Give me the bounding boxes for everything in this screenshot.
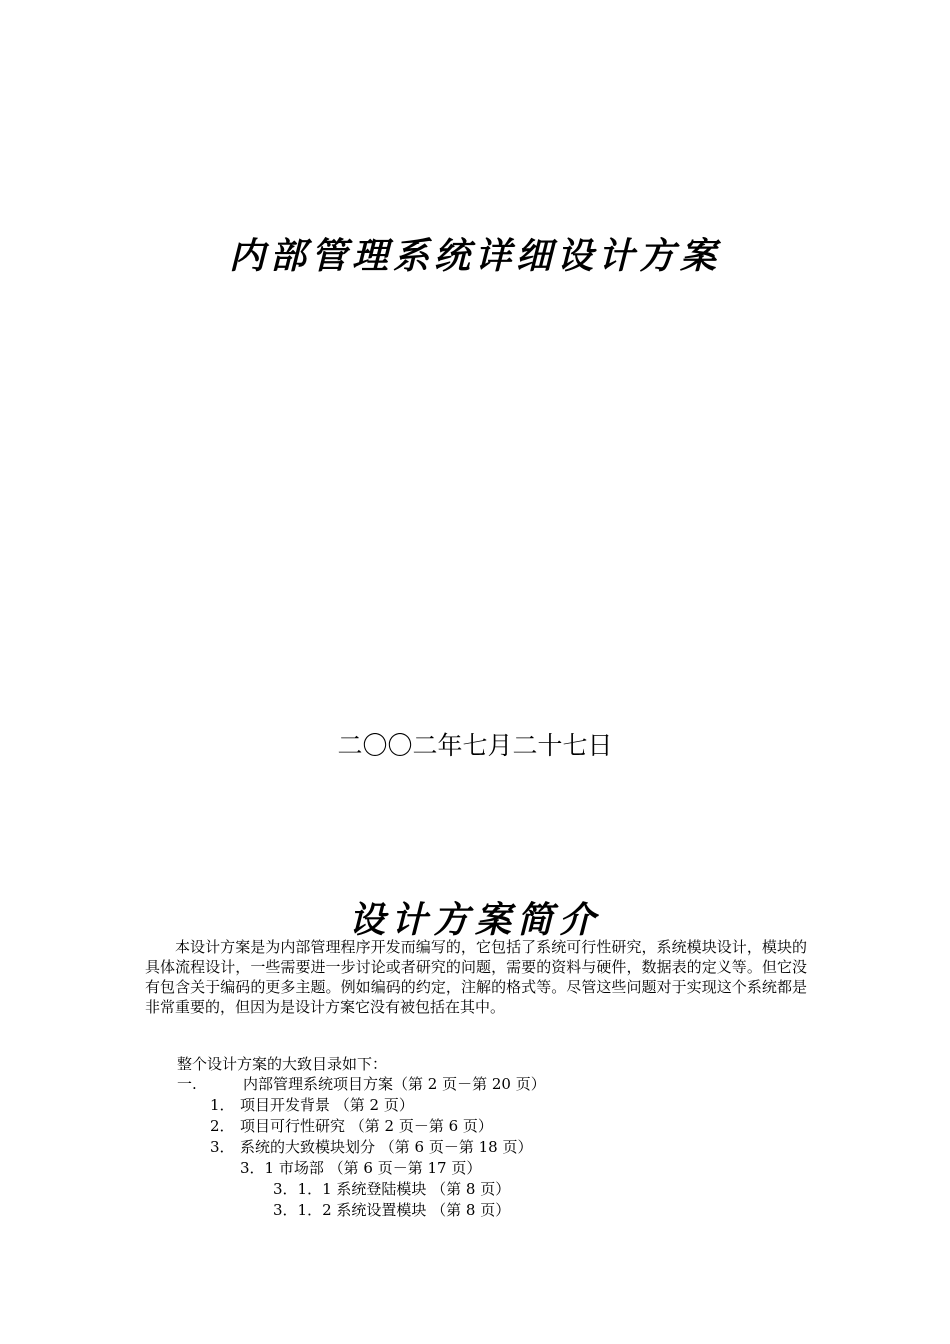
intro-paragraph: 本设计方案是为内部管理程序开发而编写的，它包括了系统可行性研究，系统模块设计，模块的具体流程设计，一些需要进一步讨论或者研究的问题，需要的资料与硬件，数据表的定义等。但它没有包含关于编码的更多主题。例如编码的约定，注解的格式等。尽管这些问题对于实现这个系统都是非常重要的，但因为是设计方案它没有被包括在其中。 xyxy=(145,938,807,1016)
toc-item-number: 一. xyxy=(177,1075,197,1093)
toc-item-text: 内部管理系统项目方案（第 2 页－第 20 页） xyxy=(243,1075,546,1093)
toc-heading: 整个设计方案的大致目录如下： xyxy=(177,1055,388,1073)
toc-item-number: 2． xyxy=(210,1117,235,1135)
toc-item-text: 3．1．1 系统登陆模块 （第 8 页） xyxy=(273,1180,511,1198)
document-title: 内部管理系统详细设计方案 xyxy=(228,235,721,277)
toc-item-text: 项目开发背景 （第 2 页） xyxy=(240,1096,414,1114)
toc-item-text: 3．1 市场部 （第 6 页－第 17 页） xyxy=(240,1159,482,1177)
document-date: 二〇〇二年七月二十七日 xyxy=(337,731,613,760)
toc-item-text: 项目可行性研究 （第 2 页－第 6 页） xyxy=(240,1117,493,1135)
toc-item-text: 3．1．2 系统设置模块 （第 8 页） xyxy=(273,1201,511,1219)
toc-item-number: 3． xyxy=(210,1138,235,1156)
toc-item-text: 系统的大致模块划分 （第 6 页－第 18 页） xyxy=(240,1138,533,1156)
section-title: 设计方案简介 xyxy=(348,899,601,941)
toc-item-number: 1． xyxy=(210,1096,235,1114)
